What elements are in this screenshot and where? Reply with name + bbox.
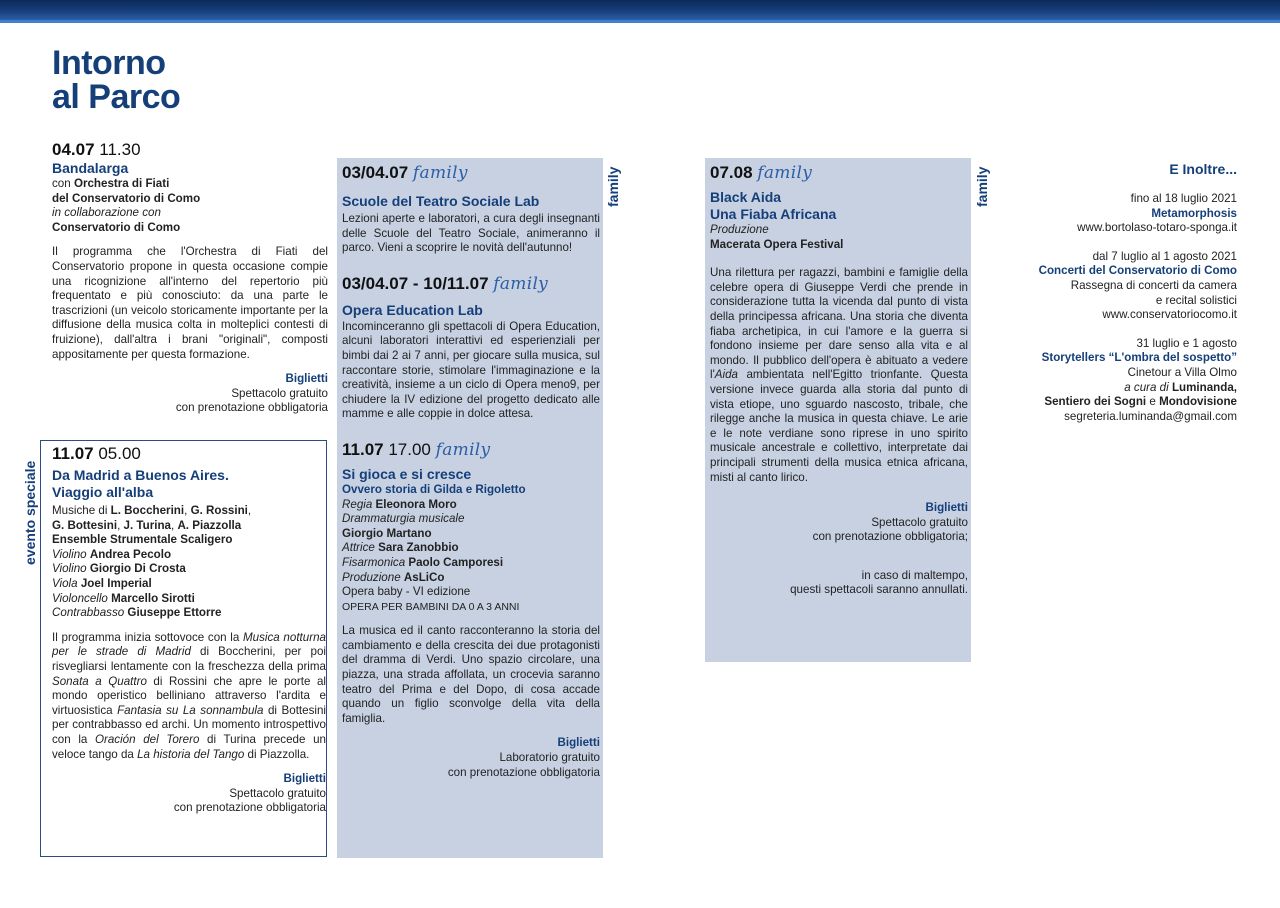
family-tag: family: [435, 439, 491, 460]
top-banner: [0, 0, 1280, 20]
family-tag: family: [412, 163, 468, 183]
credit-line: Giorgio Martano: [342, 526, 432, 540]
event-title: Si gioca e si cresce: [342, 465, 472, 482]
credit-line: Drammaturgia musicale: [342, 512, 465, 526]
tickets-info: [52, 772, 326, 816]
event-title: Opera Education Lab: [342, 301, 483, 318]
tickets-label: Biglietti: [283, 772, 326, 786]
tickets-info: [710, 501, 968, 598]
tickets-line: con prenotazione obbligatoria: [175, 401, 328, 415]
event-description: Una rilettura per ragazzi, bambini e famiglie della celebre opera di Giuseppe Verdi che prende in considerazione tutta la vicenda dal punto di vista della principessa africana. Una storia che diventa fiaba archetipica, in cui l'amore e la guerra si fondono insieme per dare senso alla vita e al mondo. Il pubblico dell'opera è abituato a vedere l'Aida ambientata nell'Egitto trionfante. Questa versione invece guarda alla storia dal punto di vista etiope, uno sguardo nascosto, tribale, che rilegge anche la musica in questa chiave. Le arie e le note verdiane sono riprese in uno spirito musicale ancestrale e collettivo, interpretate dai principali strumenti della musica etnica africana, misti al canto lirico.: [710, 266, 968, 484]
event-description: Lezioni aperte e laboratori, a cura degli insegnanti delle Scuole del Teatro Sociale, animeranno il parco. Vieni a scoprire le novità dell'autunno!: [342, 212, 600, 255]
event-madrid-buenos-aires: [52, 444, 326, 816]
credit-line: Fisarmonica Paolo Camporesi: [342, 555, 504, 569]
e-inoltre-column: [985, 160, 1237, 424]
performer-line: Violoncello Marcello Sirotti: [52, 591, 195, 605]
partner-line: Conservatorio di Como: [52, 220, 181, 234]
tickets-line: Laboratorio gratuito: [499, 751, 600, 765]
performer-line: del Conservatorio di Como: [52, 191, 201, 205]
page-title-line1: Intorno: [52, 44, 166, 82]
composers-line: G. Bottesini, J. Turina, A. Piazzolla: [52, 518, 242, 532]
event-date: 03/04.07 - 10/11.07 family: [342, 273, 549, 294]
edition-line: Opera baby - VI edizione: [342, 585, 471, 599]
event-url: www.conservatoriocomo.it: [1102, 308, 1237, 322]
time-text: 11.30: [99, 140, 141, 159]
age-line: OPERA PER BAMBINI DA 0 A 3 ANNI: [342, 600, 520, 613]
event-description: Incominceranno gli spettacoli di Opera Education, alcuni laboratori interattivi ed esperienziali per bimbi dai 2 ai 7 anni, per giocare sulla musica, sul raccontare storie, stimolare l'immaginazione e la creatività, insieme a un ciclo di Opera meno9, per chiudere la IV edizione del progetto dedicato alle mamme e alle coppie in dolce attesa.: [342, 319, 600, 421]
event-description: Il programma inizia sottovoce con la Musica notturna per le strade di Madrid di Boccherini, per poi risvegliarsi lentamente con la freschezza della prima Sonata a Quattro di Rossini che apre le porte al mondo operistico belliniano attraverso l'ardita e virtuosistica Fantasia su La sonnambula di Bottesini per contrabbasso ed archi. Un momento introspettivo con la Oración del Torero di Turina precede un veloce tango da La historia del Tango di Piazzolla.: [52, 630, 326, 761]
event-description: La musica ed il canto racconteranno la storia del cambiamento e della crescita dei due protagonisti del dramma di Verdi. Uno spazio circolare, una piazza, una strada affollata, un crocevia saranno teatro del Prima e del Dopo, di cosa accade quando un figlio sconvolge della vita della famiglia.: [342, 624, 600, 725]
tickets-line: con prenotazione obbligatoria: [173, 801, 326, 815]
event-organizers: Sentiero dei Sogni e Mondovisione: [1044, 395, 1237, 409]
event-email: segreteria.luminanda@gmail.com: [1064, 409, 1237, 423]
performer-line: Violino Giorgio Di Crosta: [52, 562, 186, 576]
event-description: Il programma che l'Orchestra di Fiati del Conservatorio propone in questa occasione compie una ricognizione all'interno del repertorio più frequentato e più conosciuto: da una parte le trascrizioni (un veicolo storicamente importante per la diffusione della musica colta in molteplici contesti di fruizione), dall'altra i brani "originali", composti appositamente per questa formazione.: [52, 245, 328, 361]
event-subtitle: Ovvero storia di Gilda e Rigoletto: [342, 482, 526, 496]
collaboration-line: in collaborazione con: [52, 206, 161, 220]
event-black-aida: [710, 163, 968, 598]
tickets-line: con prenotazione obbligatoria;: [812, 530, 968, 544]
tickets-line: Spettacolo gratuito: [229, 786, 326, 800]
event-date: 07.08 family: [710, 163, 813, 183]
tickets-line: Spettacolo gratuito: [231, 386, 328, 400]
credit-line: Macerata Opera Festival: [710, 237, 844, 251]
performer-line: con Orchestra di Fiati: [52, 177, 170, 190]
credit-line: Regia Eleonora Moro: [342, 497, 457, 511]
tickets-label: Biglietti: [285, 372, 328, 386]
tickets-label: Biglietti: [925, 501, 968, 515]
family-panel-1-content: [342, 163, 600, 780]
family-tag: family: [757, 163, 813, 183]
tickets-info: [342, 736, 600, 780]
event-place: Cinetour a Villa Olmo: [1127, 365, 1237, 379]
event-title: Bandalarga: [52, 160, 129, 176]
event-bandalarga: [52, 140, 328, 416]
event-title: Black Aida Una Fiaba Africana: [710, 189, 837, 222]
date-text: 04.07: [52, 140, 95, 159]
event-date: 11.07 17.00 family: [342, 439, 491, 460]
tickets-info: [52, 372, 328, 416]
event-desc: Rassegna di concerti da camera: [1070, 278, 1237, 292]
tickets-label: Biglietti: [557, 736, 600, 750]
event-title: Storytellers “L'ombra del sospetto”: [1041, 351, 1237, 365]
event-title: Concerti del Conservatorio di Como: [1038, 264, 1237, 278]
e-inoltre-heading: E Inoltre...: [1169, 161, 1237, 177]
event-organizers: a cura di Luminanda,: [1124, 380, 1237, 394]
composers-line: Musiche di L. Boccherini, G. Rossini,: [52, 504, 252, 517]
event-date: 03/04.07 family: [342, 163, 468, 183]
event-when: fino al 18 luglio 2021: [1130, 192, 1237, 205]
event-title: Scuole del Teatro Sociale Lab: [342, 193, 540, 209]
family-side-label: family: [974, 166, 990, 207]
event-title: Da Madrid a Buenos Aires. Viaggio all'alba: [52, 467, 229, 500]
performer-line: Violino Andrea Pecolo: [52, 547, 172, 561]
performer-line: Contrabbasso Giuseppe Ettorre: [52, 606, 222, 620]
performer-line: Viola Joel Imperial: [52, 576, 152, 590]
family-side-label: family: [605, 166, 621, 207]
event-url: www.bortolaso-totaro-sponga.it: [1077, 221, 1237, 235]
credit-line: Attrice Sara Zanobbio: [342, 541, 459, 555]
credit-line: Produzione AsLiCo: [342, 570, 445, 584]
weather-note: questi spettacoli saranno annullati.: [790, 583, 968, 597]
family-tag: family: [493, 273, 549, 294]
event-when: 31 luglio e 1 agosto: [1136, 336, 1237, 350]
weather-note: in caso di maltempo,: [861, 568, 968, 582]
page-title: [52, 46, 180, 114]
top-banner-line: [0, 20, 1280, 23]
ensemble-line: Ensemble Strumentale Scaligero: [52, 533, 233, 547]
tickets-line: Spettacolo gratuito: [871, 515, 968, 529]
event-when: dal 7 luglio al 1 agosto 2021: [1092, 249, 1237, 263]
event-date: 11.07 05.00: [52, 444, 141, 463]
special-event-label: evento speciale: [22, 460, 38, 565]
tickets-line: con prenotazione obbligatoria: [447, 765, 600, 779]
event-date: [52, 140, 328, 160]
credit-line: Produzione: [710, 223, 769, 236]
event-title: Metamorphosis: [1151, 206, 1237, 220]
page-title-line2: al Parco: [52, 78, 181, 116]
event-desc: e recital solistici: [1155, 293, 1237, 307]
